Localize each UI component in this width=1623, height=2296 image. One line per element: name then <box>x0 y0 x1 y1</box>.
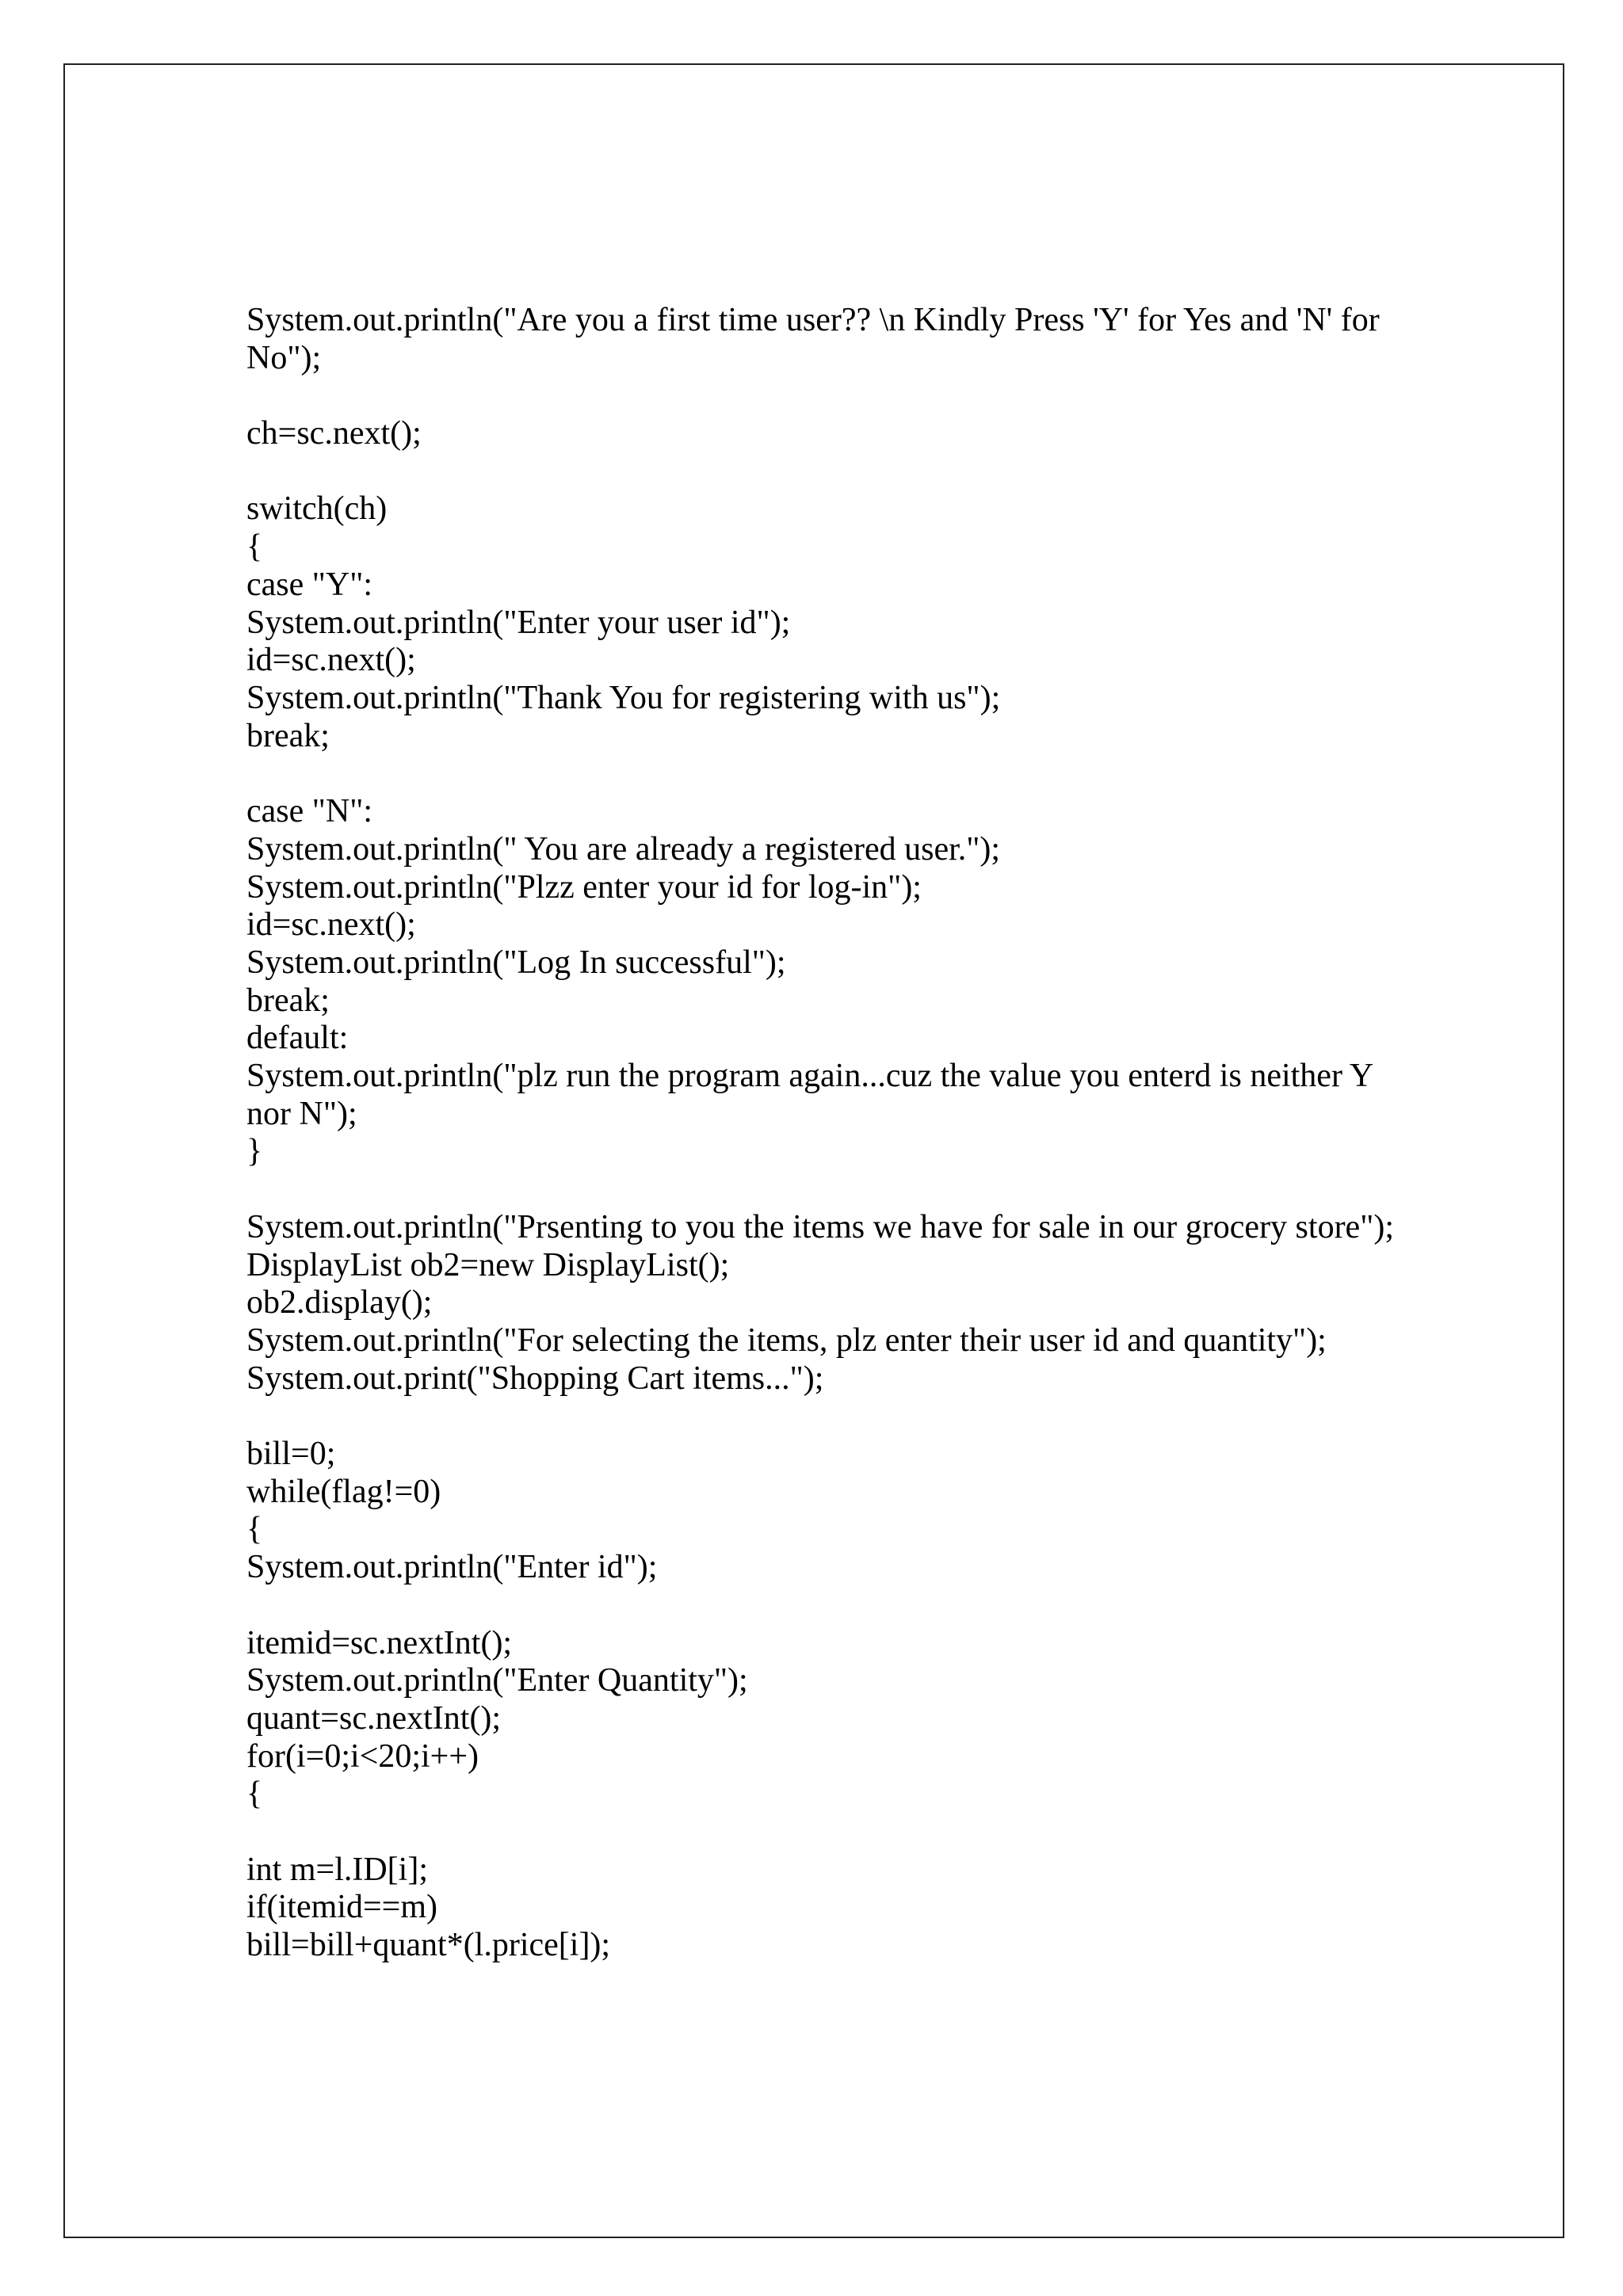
code-line: for(i=0;i<20;i++) <box>246 1737 479 1775</box>
code-text-block <box>246 302 1396 1965</box>
code-line: System.out.println("Prsenting to you the items we have for sale in our grocery store"); <box>246 1208 1394 1245</box>
code-line: { <box>246 1775 263 1813</box>
code-line: quant=sc.nextInt(); <box>246 1699 502 1737</box>
code-line: System.out.println("Thank You for registering with us"); <box>246 680 1001 716</box>
code-line: case "Y": <box>246 566 373 603</box>
code-line: System.out.print("Shopping Cart items..."); <box>246 1360 824 1397</box>
code-line: id=sc.next(); <box>246 642 416 679</box>
code-line: while(flag!=0) <box>246 1473 441 1510</box>
code-line <box>246 755 1396 793</box>
code-line: switch(ch) <box>246 490 388 528</box>
code-line: int m=l.ID[i]; <box>246 1851 428 1888</box>
code-line: { <box>246 1511 263 1548</box>
code-line: System.out.println("plz run the program again...cuz the value you enterd is neither Y <box>246 1058 1374 1095</box>
code-line: System.out.println(" You are already a registered user."); <box>246 830 1001 868</box>
code-line: System.out.println("Enter your user id"); <box>246 604 791 641</box>
code-line: id=sc.next(); <box>246 906 416 944</box>
code-line: default: <box>246 1020 349 1057</box>
code-line: ch=sc.next(); <box>246 415 422 452</box>
code-line: System.out.println("Are you a first time user?? \n Kindly Press 'Y' for Yes and 'N' for <box>246 302 1380 338</box>
code-line: if(itemid==m) <box>246 1889 437 1926</box>
code-line <box>246 1814 1396 1852</box>
code-line: DisplayList ob2=new DisplayList(); <box>246 1246 730 1283</box>
code-line <box>246 453 1396 491</box>
code-line: case "N": <box>246 793 373 830</box>
code-line: System.out.println("Plzz enter your id for log-in"); <box>246 868 922 906</box>
code-line: } <box>246 1133 263 1170</box>
code-line: System.out.println("Log In successful"); <box>246 944 786 981</box>
code-line: System.out.println("For selecting the items, plz enter their user id and quantity"); <box>246 1322 1327 1359</box>
code-line: bill=0; <box>246 1436 336 1473</box>
code-line: nor N"); <box>246 1095 357 1132</box>
code-line: ob2.display(); <box>246 1284 433 1322</box>
code-line <box>246 1587 1396 1625</box>
code-line: break; <box>246 717 330 754</box>
code-line: break; <box>246 982 330 1019</box>
code-line: itemid=sc.nextInt(); <box>246 1624 513 1661</box>
code-line <box>246 377 1396 415</box>
code-line: bill=bill+quant*(l.price[i]); <box>246 1927 611 1964</box>
code-line: { <box>246 528 263 566</box>
code-line <box>246 1171 1396 1209</box>
code-line: System.out.println("Enter id"); <box>246 1549 658 1586</box>
code-line <box>246 1398 1396 1436</box>
code-line: No"); <box>246 339 322 376</box>
code-line: System.out.println("Enter Quantity"); <box>246 1662 748 1699</box>
